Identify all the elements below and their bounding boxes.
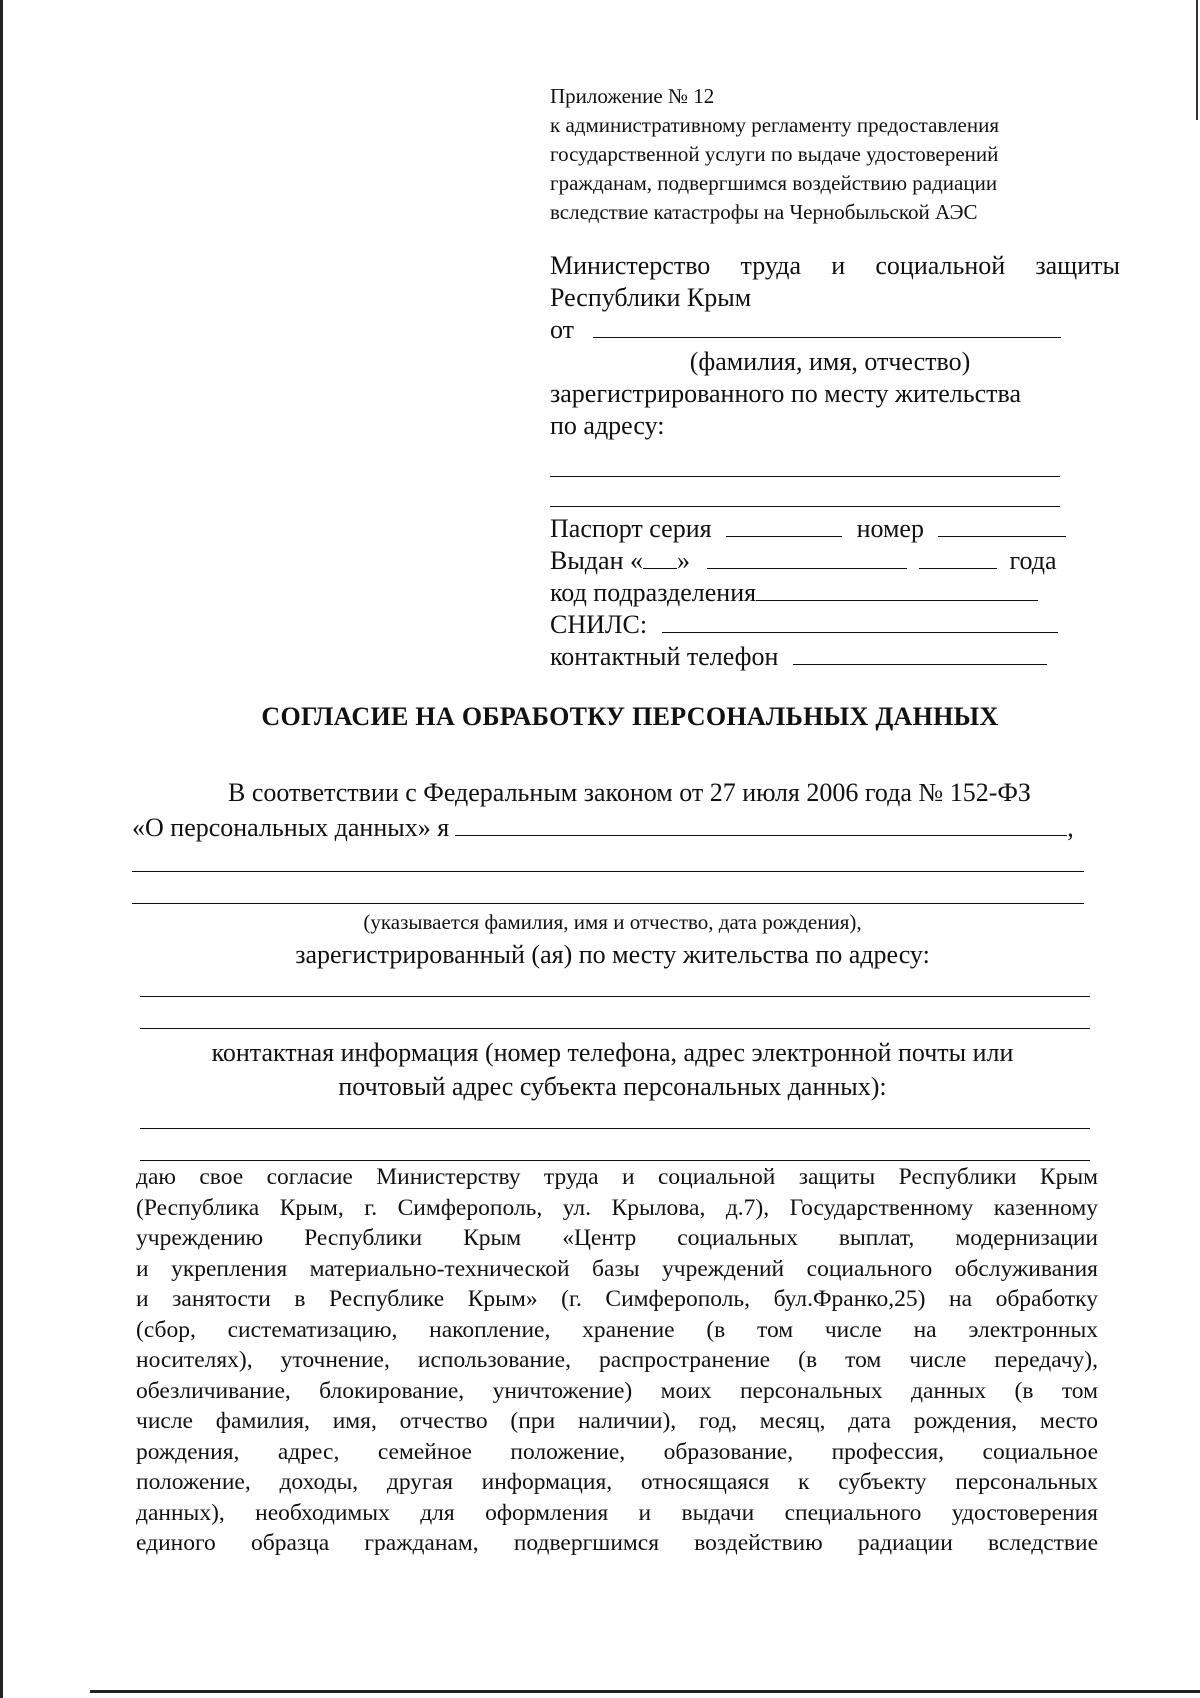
intro-line-1: В соответствии с Федеральным законом от 27 июля 2006 года № 152-ФЗ [228,778,1031,807]
appendix-line: гражданам, подвергшимся воздействию радиации [550,171,998,195]
ministry-line [550,250,1120,282]
intro-line-2 [132,813,1112,843]
division-code-row [550,577,1120,609]
year-label: года [1009,546,1057,575]
issued-row [550,545,1120,577]
consent-line: положение, доходы, другая информация, относящаяся к субъекту персональных [136,1469,1098,1495]
fullname-field-2[interactable] [132,871,1084,872]
contact-info-field-2[interactable] [140,1160,1090,1161]
consent-line: данных), необходимых для оформления и выдачи специального удостоверения [136,1499,1098,1526]
name-dob-caption: (указывается фамилия, имя и отчество, дата рождения), [363,910,862,934]
intro-block [228,778,1108,808]
fullname-field[interactable] [455,813,1067,836]
from-name-field[interactable] [593,315,1061,338]
snils-row [550,609,1120,641]
passport-series-field[interactable] [726,514,842,537]
consent-line: учреждению Республики Крым «Центр социальных выплат, модернизации [136,1225,1098,1251]
scan-edge-bottom [90,1690,1200,1693]
contact-info-line-2: почтовый адрес субъекта персональных данных): [338,1072,887,1101]
consent-line: единого образца гражданам, подвергшимся воздействию радиации вследствие [136,1530,1098,1556]
snils-field[interactable] [662,610,1058,633]
name-caption: (фамилия, имя, отчество) [689,347,971,376]
consent-line: (Республика Крым, г. Симферополь, ул. Крылова, д.7), Государственному казенному [136,1194,1098,1221]
consent-line: и занятости в Республике Крым» (г. Симферополь, бул.Франко,25) на обработку [136,1286,1098,1312]
phone-row [550,641,1120,673]
addressee-block [550,250,1120,442]
passport-number-label: номер [856,514,924,543]
address-field-1[interactable] [550,476,1060,477]
division-code-label: код подразделения [550,578,757,607]
registered-text: зарегистрированный (ая) по месту жительства по адресу: [295,940,930,969]
registered-address-field-2[interactable] [140,1028,1090,1029]
snils-label: СНИЛС: [550,610,648,639]
passport-number-field[interactable] [938,514,1066,537]
appendix-line: государственной услуги по выдаче удостоверений [550,142,999,166]
from-row [550,314,1120,346]
registered-address-field-1[interactable] [140,996,1090,997]
issued-label: Выдан « [550,546,643,575]
passport-block [550,513,1120,673]
registered-label: зарегистрированного по месту жительства [550,379,1021,408]
page-title: СОГЛАСИЕ НА ОБРАБОТКУ ПЕРСОНАЛЬНЫХ ДАННЫХ [261,702,999,731]
consent-line: числе фамилия, имя, отчество (при наличии), год, месяц, дата рождения, место [136,1408,1098,1434]
consent-line: рождения, адрес, семейное положение, образование, профессия, социальное [136,1438,1098,1465]
scan-edge-right [1196,0,1198,120]
issued-month-field[interactable] [707,546,907,569]
appendix-line: к административному регламенту предоставления [550,113,1000,137]
scan-edge-left [0,0,3,1698]
ministry-line-2: Республики Крым [550,283,752,312]
consent-line: (сбор, систематизацию, накопление, хранение (в том числе на электронных [136,1316,1098,1343]
issued-year-field[interactable] [919,546,997,569]
passport-series-label: Паспорт серия [550,514,712,543]
issued-day-field[interactable] [643,546,677,569]
ministry-word: социальной [875,251,1006,280]
consent-line: носителях), уточнение, использование, распространение (в том числе передачу), [136,1347,1098,1373]
consent-line: даю свое согласие Министерству труда и социальной защиты Республики Крым [136,1164,1098,1190]
appendix-number: Приложение № 12 [550,84,715,108]
issued-quote-close: » [677,546,690,575]
contact-info-field-1[interactable] [140,1128,1090,1129]
consent-paragraph [136,1162,1098,1559]
fullname-field-3[interactable] [132,903,1084,904]
consent-line: и укрепления материально-технической базы учреждений социального обслуживания [136,1255,1098,1282]
contact-info-line-1: контактная информация (номер телефона, адрес электронной почты или [211,1038,1014,1067]
phone-field[interactable] [793,642,1047,665]
division-code-field[interactable] [756,578,1038,601]
ministry-word: защиты [1035,251,1120,280]
address-label: по адресу: [550,411,665,440]
consent-line: обезличивание, блокирование, уничтожение) моих персональных данных (в том [136,1377,1098,1404]
intro-line-2-suffix: , [1067,813,1074,842]
appendix-header [550,82,1110,227]
from-label: от [550,315,575,344]
address-field-2[interactable] [550,506,1060,507]
appendix-line: вследствие катастрофы на Чернобыльской АЭС [550,200,978,224]
ministry-word: труда [740,251,801,280]
phone-label: контактный телефон [550,642,779,671]
intro-line-2-prefix: «О персональных данных» я [132,813,450,842]
passport-row [550,513,1120,545]
ministry-word: и [831,251,846,280]
ministry-word: Министерство [550,251,711,280]
